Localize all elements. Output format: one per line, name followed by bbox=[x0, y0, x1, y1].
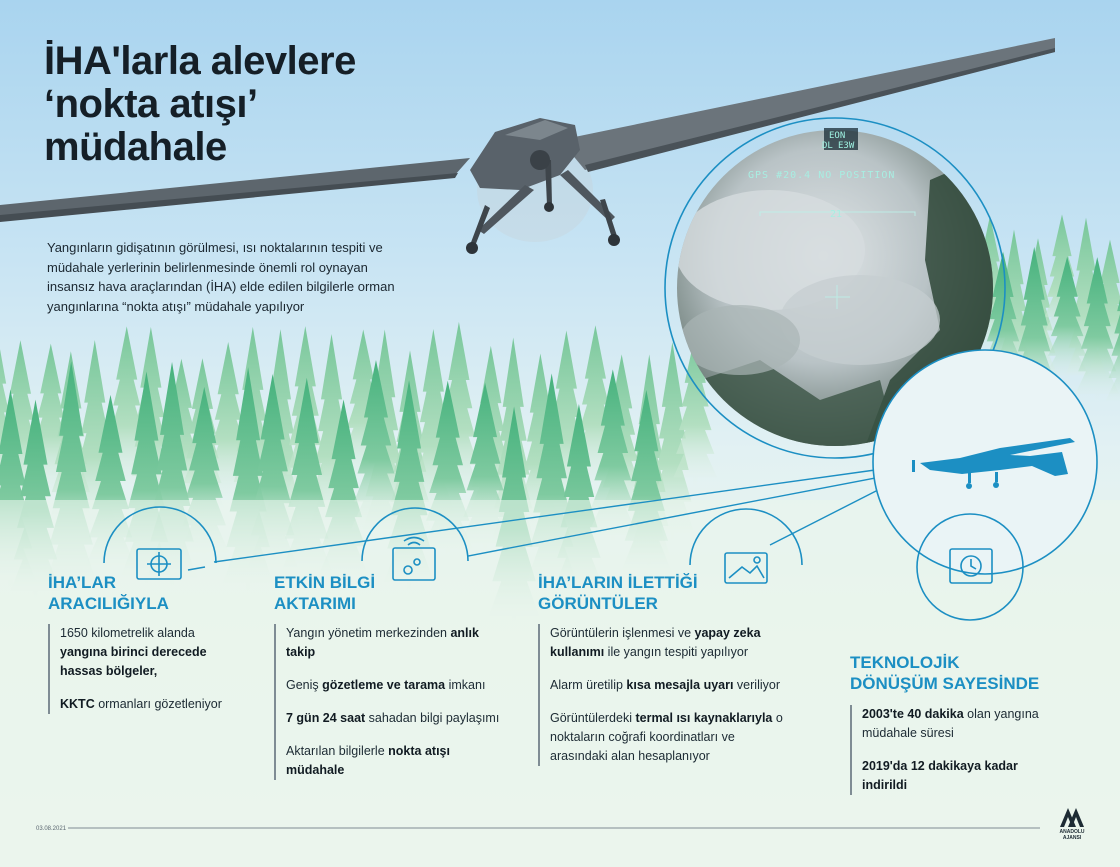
section-2-paragraph-1: Yangın yönetim merkezinden anlık takip bbox=[286, 626, 479, 659]
intro-text: Yangınların gidişatının görülmesi, ısı noktalarının tespiti ve müdahale yerlerinin belirlenmesinde önemli rol oynayan insansız hava araçlarından (İHA) elde edilen bilgilerle orman yangınlarına “nokta atışı” müdahale yapılıyor bbox=[47, 240, 395, 314]
agency-name: ANADOLU AJANSI bbox=[1059, 829, 1085, 841]
section-3-body bbox=[538, 624, 785, 766]
section-4-heading-line-1: TEKNOLOJİK bbox=[850, 653, 960, 672]
title-line-1: İHA'larla alevlere bbox=[44, 39, 356, 83]
section-2-heading-line-1: ETKİN BİLGİ bbox=[274, 573, 376, 592]
drone-circle bbox=[873, 350, 1097, 574]
title-line-3: müdahale bbox=[44, 125, 227, 169]
hud-box-2: DL bbox=[822, 141, 833, 151]
section-3-heading-line-1: İHA’LARIN İLETTİĞİ bbox=[538, 573, 698, 592]
section-4-heading bbox=[850, 652, 1039, 694]
section-1-heading-line-2: ARACILIĞIYLA bbox=[48, 594, 169, 613]
hud-gps-text: GPS #20.4 NO POSITION bbox=[748, 170, 896, 181]
section-1-body bbox=[48, 624, 245, 714]
hud-scale-value: 21 bbox=[830, 209, 843, 220]
page-title bbox=[44, 40, 356, 169]
publish-date: 03.08.2021 bbox=[36, 826, 67, 832]
section-2-paragraph-2: Geniş gözetleme ve tarama imkanı bbox=[286, 678, 486, 692]
section-4-paragraph-2: 2019'da 12 dakikaya kadar indirildi bbox=[862, 759, 1018, 792]
section-2-heading-line-2: AKTARIMI bbox=[274, 594, 356, 613]
hud-box-1: EON bbox=[829, 131, 846, 141]
hud-box-3: E3W bbox=[838, 141, 855, 151]
section-2-heading bbox=[274, 572, 375, 614]
section-1-heading-line-1: İHA’LAR bbox=[48, 573, 116, 592]
section-1-paragraph-2: KKTC ormanları gözetleniyor bbox=[60, 697, 222, 711]
section-1-paragraph-1: 1650 kilometrelik alanda yangına birinci derecede hassas bölgeler, bbox=[60, 626, 207, 678]
section-3-paragraph-1: Görüntülerin işlenmesi ve yapay zeka kullanımı ile yangın tespiti yapılıyor bbox=[550, 626, 761, 659]
section-1-heading bbox=[48, 572, 169, 614]
section-4-paragraph-1: 2003'te 40 dakika olan yangına müdahale süresi bbox=[862, 707, 1039, 740]
section-2-paragraph-4: Aktarılan bilgilerle nokta atışı müdahale bbox=[286, 744, 450, 777]
section-3-paragraph-2: Alarm üretilip kısa mesajla uyarı veriliyor bbox=[550, 678, 780, 692]
section-3-paragraph-3: Görüntülerdeki termal ısı kaynaklarıyla o noktaların coğrafi koordinatları ve arasındaki alan hesaplanıyor bbox=[550, 711, 783, 763]
section-2-body bbox=[274, 624, 501, 780]
section-3-heading bbox=[538, 572, 698, 614]
section-4-body bbox=[850, 705, 1057, 795]
section-2-paragraph-3: 7 gün 24 saat sahadan bilgi paylaşımı bbox=[286, 711, 500, 725]
title-line-2: ‘nokta atışı’ bbox=[44, 82, 258, 126]
section-3-heading-line-2: GÖRÜNTÜLER bbox=[538, 594, 658, 613]
section-4-heading-line-2: DÖNÜŞÜM SAYESİNDE bbox=[850, 674, 1040, 693]
